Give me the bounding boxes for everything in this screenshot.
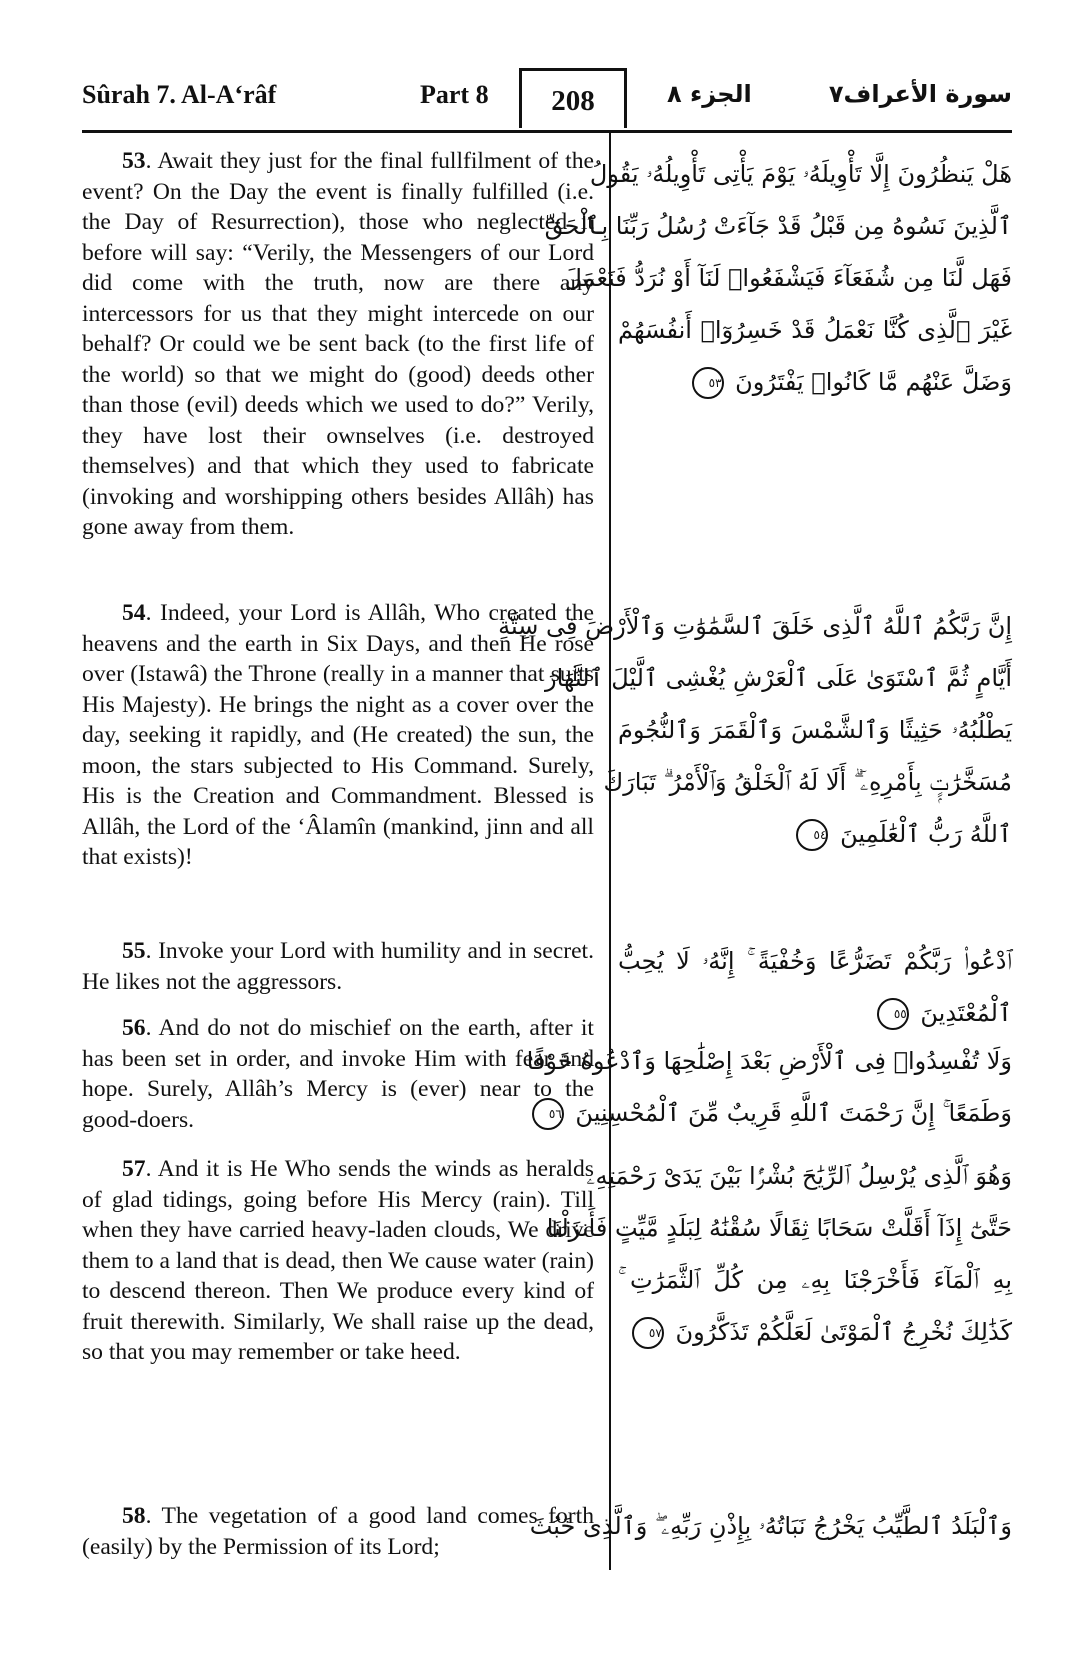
arabic-line: حَتَّىٰٓ إِذَآ أَقَلَّتْ سَحَابًا ثِقَالًا سُقْنَٰهُ لِبَلَدٍ مَّيِّتٍ فَأَنزَلْنَا [546,1214,1012,1242]
part-label: Part 8 [420,80,489,109]
arabic-line: ٱلْمُعْتَدِينَ [920,999,1012,1027]
arabic-line: يَطْلُبُهُۥ حَثِيثًا وَٱلشَّمْسَ وَٱلْقَمَرَ وَٱلنُّجُومَ [618,716,1012,744]
arabic-line: ٱلَّذِينَ نَسُوهُ مِن قَبْلُ قَدْ جَآءَتْ رُسُلُ رَبِّنَا بِٱلْحَقِّ [544,212,1012,240]
arabic-line: هَلْ يَنظُرُونَ إِلَّا تَأْوِيلَهُۥ يَوْمَ يَأْتِى تَأْوِيلُهُۥ يَقُولُ [589,160,1012,188]
verse-58-en [82,1501,594,1562]
arabic-line: وَٱلْبَلَدُ ٱلطَّيِّبُ يَخْرُجُ نَبَاتُهُۥ بِإِذْنِ رَبِّهِۦ ۖ وَٱلَّذِى خَبُثَ [529,1512,1012,1540]
arabic-line: غَيْرَ ٱلَّذِى كُنَّا نَعْمَلُ قَدْ خَسِرُوٓا۟ أَنفُسَهُمْ [618,316,1012,344]
arabic-line: بِهِ ٱلْمَآءَ فَأَخْرَجْنَا بِهِۦ مِن كُلِّ ٱلثَّمَرَٰتِ ۚ [618,1266,1012,1294]
verse-54-ar [498,600,1012,860]
verse-text: . And it is He Who sends the winds as heralds of glad tidings, going before His Mercy (rain). Till when they have carried heavy-laden clouds, We drive them to a land that is dead, then We cause water (rain) to descend thereon. Then We produce every kind of fruit therewith. Similarly, We shall raise up the dead, so that you may remember or take heed. [82,1156,594,1365]
ayah-end-marker: ٥٦ [532,1098,564,1130]
juz-label-ar: الجزء ٨ [667,80,752,108]
arabic-line: ٱللَّهُ رَبُّ ٱلْعَٰلَمِينَ [840,820,1012,848]
arabic-line: وَهُوَ ٱلَّذِى يُرْسِلُ ٱلرِّيَٰحَ بُشْرًۢا بَيْنَ يَدَىْ رَحْمَتِهِۦ [586,1162,1012,1190]
verse-57-ar [546,1150,1012,1358]
page-header [82,68,1012,130]
verse-53-en [82,146,594,543]
verse-55-ar [618,935,1012,1039]
verse-57-en [82,1154,594,1368]
ayah-end-marker: ٥٧ [632,1317,664,1349]
verse-number: 58 [122,1503,146,1529]
verse-53-ar [544,148,1012,408]
column-divider [609,130,611,1570]
surah-title-en: Sûrah 7. Al-A‘râf [82,80,277,109]
ayah-end-marker: ٥٥ [877,998,909,1030]
arabic-line: كَذَٰلِكَ نُخْرِجُ ٱلْمَوْتَىٰ لَعَلَّكُمْ تَذَكَّرُونَ [675,1318,1012,1346]
arabic-line: إِنَّ رَبَّكُمُ ٱللَّهُ ٱلَّذِى خَلَقَ ٱلسَّمَٰوَٰتِ وَٱلْأَرْضَ فِى سِتَّةِ [498,612,1012,640]
verse-58-ar [529,1500,1012,1552]
arabic-line: أَيَّامٍ ثُمَّ ٱسْتَوَىٰ عَلَى ٱلْعَرْشِ يُغْشِى ٱلَّيْلَ ٱلنَّهَارَ [545,664,1012,692]
verse-56-en [82,1013,594,1135]
ayah-end-marker: ٥٤ [796,819,828,851]
page-number: 208 [519,68,627,128]
verse-text: . Await they just for the final fullfilment of the event? On the Day the event is finally fulfilled (i.e. the Day of Resurrection), those who neglected it before will say: “Verily, the Messengers of our Lord did come with the truth, now are there any intercessors for us that they might intercede on our behalf? Or could we be sent back (to the first life of the world) so that we might do (good) deeds other than those (evil) deeds which we used to do?” Verily, they have lost their ownselves (i.e. destroyed themselves) and that which they used to fabricate (invoking and worshipping others besides Allâh) has gone away from them. [82,148,594,540]
arabic-line: وَضَلَّ عَنْهُم مَّا كَانُوا۟ يَفْتَرُونَ [735,368,1012,396]
ayah-end-marker: ٥٣ [692,367,724,399]
verse-number: 56 [122,1015,146,1041]
verse-number: 54 [122,600,146,626]
verse-number: 57 [122,1156,146,1182]
header-rule [82,130,1012,133]
surah-title-ar: سورة الأعراف٧ [828,80,1012,108]
verse-55-en [82,936,594,997]
verse-text: . Indeed, your Lord is Allâh, Who created the heavens and the earth in Six Days, and then He rose over (Istawâ) the Throne (really in a manner that suits His Majesty). He brings the night as a cover over the day, seeking it rapidly, and (He created) the sun, the moon, the stars subjected to His Command. Surely, His is the Creation and Commandment. Blessed is Allâh, the Lord of the ‘Âlamîn (mankind, jinn and all that exists)! [82,600,594,870]
verse-56-ar [526,1035,1012,1139]
arabic-line: وَطَمَعًا ۚ إِنَّ رَحْمَتَ ٱللَّهِ قَرِيبٌ مِّنَ ٱلْمُحْسِنِينَ [575,1099,1012,1127]
verse-number: 55 [122,938,146,964]
arabic-line: مُسَخَّرَٰتٍۭ بِأَمْرِهِۦٓ ۗ أَلَا لَهُ ٱلْخَلْقُ وَٱلْأَمْرُ ۗ تَبَارَكَ [603,768,1012,796]
arabic-line: وَلَا تُفْسِدُوا۟ فِى ٱلْأَرْضِ بَعْدَ إِصْلَٰحِهَا وَٱدْعُوهُ خَوْفًا [526,1047,1012,1075]
verse-text: . The vegetation of a good land comes forth (easily) by the Permission of its Lord; [82,1503,594,1560]
verse-text: . Invoke your Lord with humility and in secret. He likes not the aggressors. [82,938,594,995]
arabic-line: ٱدْعُوا۟ رَبَّكُمْ تَضَرُّعًا وَخُفْيَةً ۚ إِنَّهُۥ لَا يُحِبُّ [618,947,1012,975]
verse-text: . And do not do mischief on the earth, after it has been set in order, and invoke Him with fear and hope. Surely, Allâh’s Mercy is (ever) near to the good-doers. [82,1015,594,1133]
verse-number: 53 [122,148,146,174]
arabic-line: فَهَل لَّنَا مِن شُفَعَآءَ فَيَشْفَعُوا۟ لَنَآ أَوْ نُرَدُّ فَنَعْمَلَ [564,264,1012,292]
